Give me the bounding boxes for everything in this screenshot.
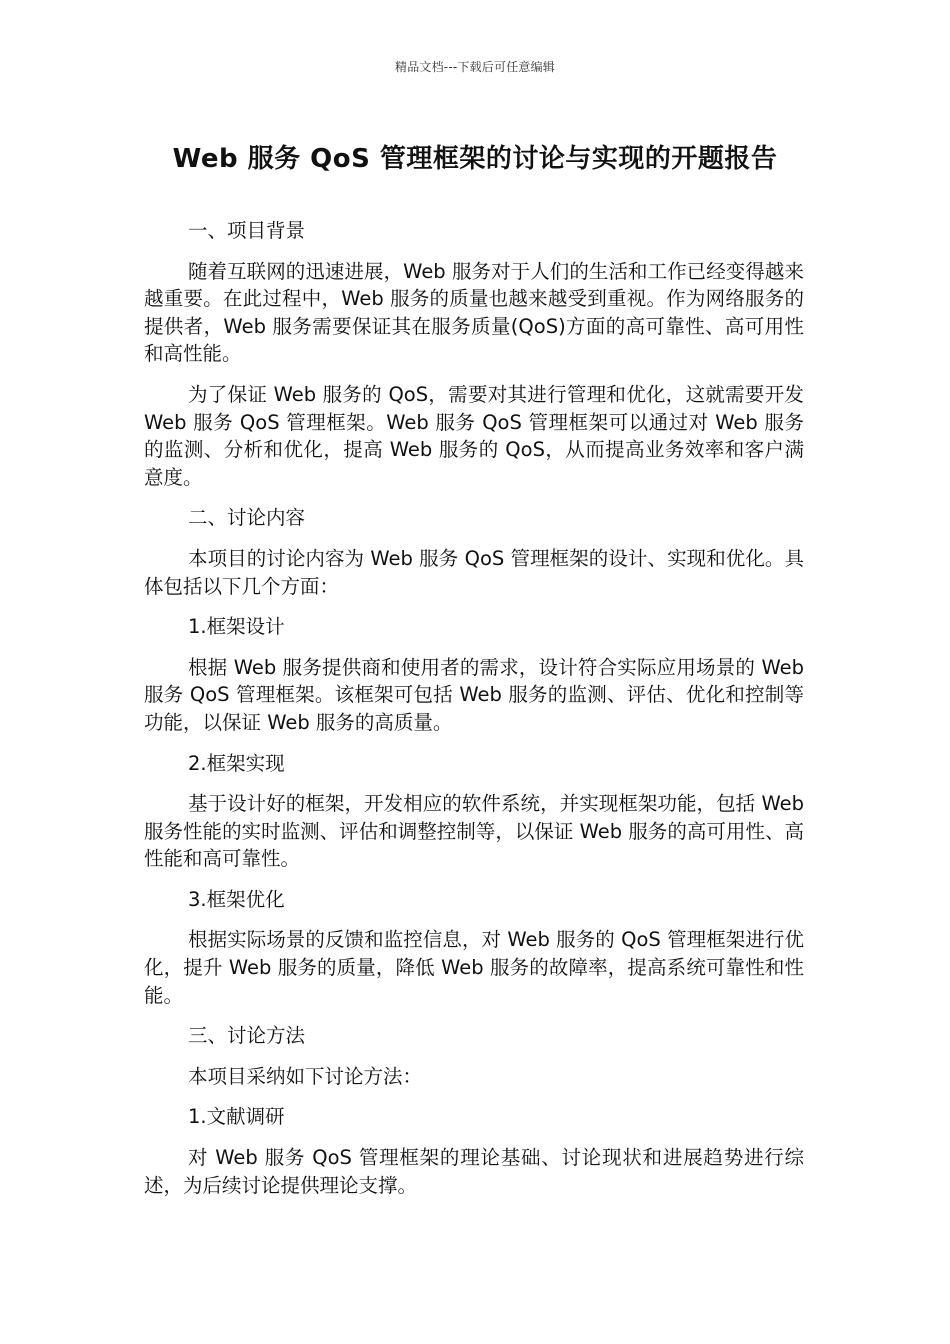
- header-note: 精品文档---下载后可任意编辑: [395, 60, 555, 74]
- section-heading-content: 二、讨论内容: [188, 506, 306, 530]
- subheading-framework-implementation: 2.框架实现: [188, 751, 285, 775]
- paragraph-content-intro: 本项目的讨论内容为 Web 服务 QoS 管理框架的设计、实现和优化。具体包括以下几个方面：: [144, 546, 804, 598]
- section-heading-methods: 三、讨论方法: [188, 1024, 306, 1048]
- subheading-literature-review: 1.文献调研: [188, 1105, 285, 1129]
- paragraph-framework-implementation: 基于设计好的框架，开发相应的软件系统，并实现框架功能，包括 Web 服务性能的实时监测、评估和调整控制等，以保证 Web 服务的高可用性、高性能和高可靠性。: [144, 792, 804, 871]
- paragraph-background-1: 随着互联网的迅速进展，Web 服务对于人们的生活和工作已经变得越来越重要。在此过程中，Web 服务的质量也越来越受到重视。作为网络服务的提供者，Web 服务需要保证其在服务质量(QoS)方面的高可靠性、高可用性和高性能。: [144, 259, 804, 366]
- document-body: [144, 217, 804, 1212]
- subheading-framework-design: 1.框架设计: [188, 615, 285, 639]
- subheading-framework-optimization: 3.框架优化: [188, 887, 285, 911]
- paragraph-literature-review: 对 Web 服务 QoS 管理框架的理论基础、讨论现状和进展趋势进行综述，为后续讨论提供理论支撑。: [144, 1146, 804, 1197]
- document-title: Web 服务 QoS 管理框架的讨论与实现的开题报告: [172, 144, 778, 174]
- paragraph-framework-optimization: 根据实际场景的反馈和监控信息，对 Web 服务的 QoS 管理框架进行优化，提升 Web 服务的质量，降低 Web 服务的故障率，提高系统可靠性和性能。: [144, 928, 804, 1007]
- section-heading-background: 一、项目背景: [188, 219, 306, 242]
- paragraph-methods-intro: 本项目采纳如下讨论方法：: [188, 1064, 423, 1088]
- paragraph-background-2: 为了保证 Web 服务的 QoS，需要对其进行管理和优化，这就需要开发 Web 服务 QoS 管理框架。Web 服务 QoS 管理框架可以通过对 Web 服务的监测、分析和优化，提高 Web 服务的 QoS，从而提高业务效率和客户满意度。: [144, 382, 804, 489]
- paragraph-framework-design: 根据 Web 服务提供商和使用者的需求，设计符合实际应用场景的 Web 服务 QoS 管理框架。该框架可包括 Web 服务的监测、评估、优化和控制等功能，以保证 Web 服务的高质量。: [144, 655, 804, 734]
